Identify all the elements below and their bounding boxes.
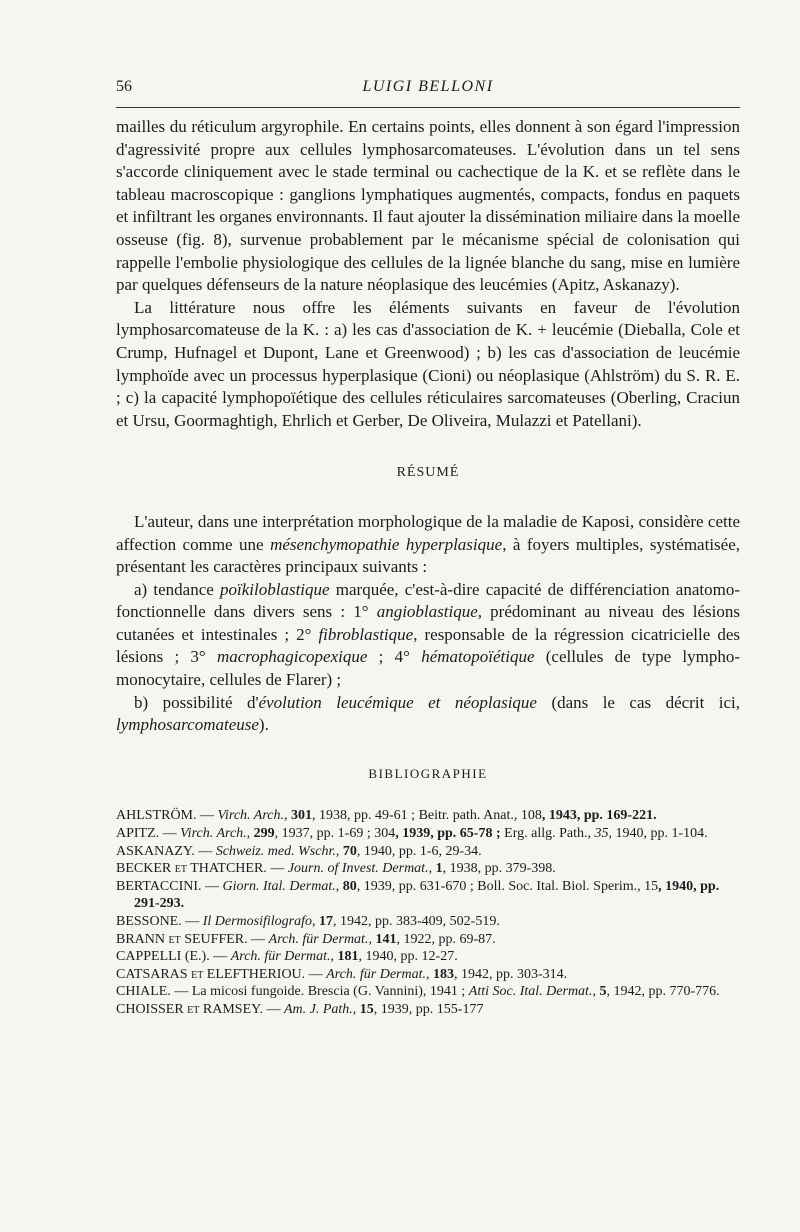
header-rule	[116, 107, 740, 108]
bibliography-entry: BECKER et THATCHER. — Journ. of Invest. Dermat., 1, 1938, pp. 379-398.	[116, 861, 556, 877]
bibliography-entry: BRANN et SEUFFER. — Arch. für Dermat., 141, 1922, pp. 69-87.	[116, 931, 496, 947]
body-text	[116, 116, 740, 1019]
paragraph: mailles du réticulum argyrophile. En certains points, elles donnent à son égard l'impression d'agressivité propre aux cellules lymphosarcomateuses. L'évolution dans un tel sens s'accorde cliniquement avec le stade terminal ou cachectique de la K. et se reflète dans le tableau macroscopique : ganglions lymphatiques augmentés, compacts, fondus en paquets et infiltrant les organes environnants. Il faut ajouter la dissémination miliaire dans la moelle osseuse (fig. 8), survenue probablement par le mécanisme spécial de colonisation qui rappelle l'embolie physiologique des cellules de la lignée blanche du sang, mise en lumière par quelques défenseurs de la nature néoplasique des leucémies (Apitz, Askanazy).	[116, 117, 740, 295]
bibliography-entry: BESSONE. — Il Dermosifilografo, 17, 1942, pp. 383-409, 502-519.	[116, 914, 500, 929]
resume-section	[116, 511, 740, 737]
paragraph: La littérature nous offre les éléments suivants en faveur de l'évolution lymphosarcomateuse de la K. : a) les cas d'association de K. + leucémie (Dieballa, Cole et Crump, Hufnagel et Dupont, Lane et Greenwood) ; b) les cas d'association de leucémie lymphoïde avec un processus hyperplasique (Cioni) ou néoplasique (Ahlström) du S. R. E. ; c) la capacité lymphopoïétique des cellules réticulaires sarcomateuses (Oberling, Craciun et Ursu, Goormaghtigh, Ehrlich et Gerber, De Oliveira, Mulazzi et Patellani).	[116, 297, 740, 430]
bibliography-entry: CHIALE. — La micosi fungoide. Brescia (G. Vannini), 1941 ; Atti Soc. Ital. Dermat., 5, 1942, pp. 770-776.	[116, 984, 720, 1000]
bibliography-entry: BERTACCINI. — Giorn. Ital. Dermat., 80, 1939, pp. 631-670 ; Boll. Soc. Ital. Biol. Sperim., 15, 1940, pp. 291-293.	[116, 878, 720, 912]
bibliography-entry: AHLSTRÖM. — Virch. Arch., 301, 1938, pp. 49-61 ; Beitr. path. Anat., 108, 1943, pp. 169-221.	[116, 808, 657, 824]
resume-item-b: b) possibilité d'évolution leucémique et néoplasique (dans le cas décrit ici, lymphosarcomateuse).	[116, 692, 740, 735]
running-title: LUIGI BELLONI	[362, 78, 494, 95]
bibliography-title: BIBLIOGRAPHIE	[368, 765, 488, 781]
bibliography-entry: ASKANAZY. — Schweiz. med. Wschr., 70, 1940, pp. 1-6, 29-34.	[116, 843, 482, 859]
running-header	[116, 78, 740, 102]
bibliography-entry: CHOISSER et RAMSEY. — Am. J. Path., 15, 1939, pp. 155-177	[116, 1001, 484, 1017]
page-number: 56	[116, 78, 132, 95]
bibliography-entry: CATSARAS et ELEFTHERIOU. — Arch. für Dermat., 183, 1942, pp. 303-314.	[116, 966, 568, 982]
bibliography-entry: CAPPELLI (E.). — Arch. für Dermat., 181, 1940, pp. 12-27.	[116, 949, 458, 965]
bibliography-entry: APITZ. — Virch. Arch., 299, 1937, pp. 1-69 ; 304, 1939, pp. 65-78 ; Erg. allg. Path., 35, 1940, pp. 1-104.	[116, 826, 708, 842]
resume-item-a: a) tendance poïkiloblastique marquée, c'est-à-dire capacité de différenciation anatomo-fonctionnelle dans divers sens : 1° angioblastique, prédominant au niveau des lésions cutanées et intestinales ; 2° fibroblastique, responsable de la régression cicatricielle des lésions ; 3° macrophagicopexique ; 4° hématopoïétique (cellules de type lympho-monocytaire, cellules de Flarer) ;	[116, 579, 740, 690]
resume-intro: L'auteur, dans une interprétation morphologique de la maladie de Kaposi, considère cette affection comme une mésenchymopathie hyperplasique, à foyers multiples, systématisée, présentant les caractères principaux suivants :	[116, 511, 740, 577]
bibliography-list	[116, 807, 740, 1018]
resume-title: RÉSUMÉ	[396, 465, 460, 481]
